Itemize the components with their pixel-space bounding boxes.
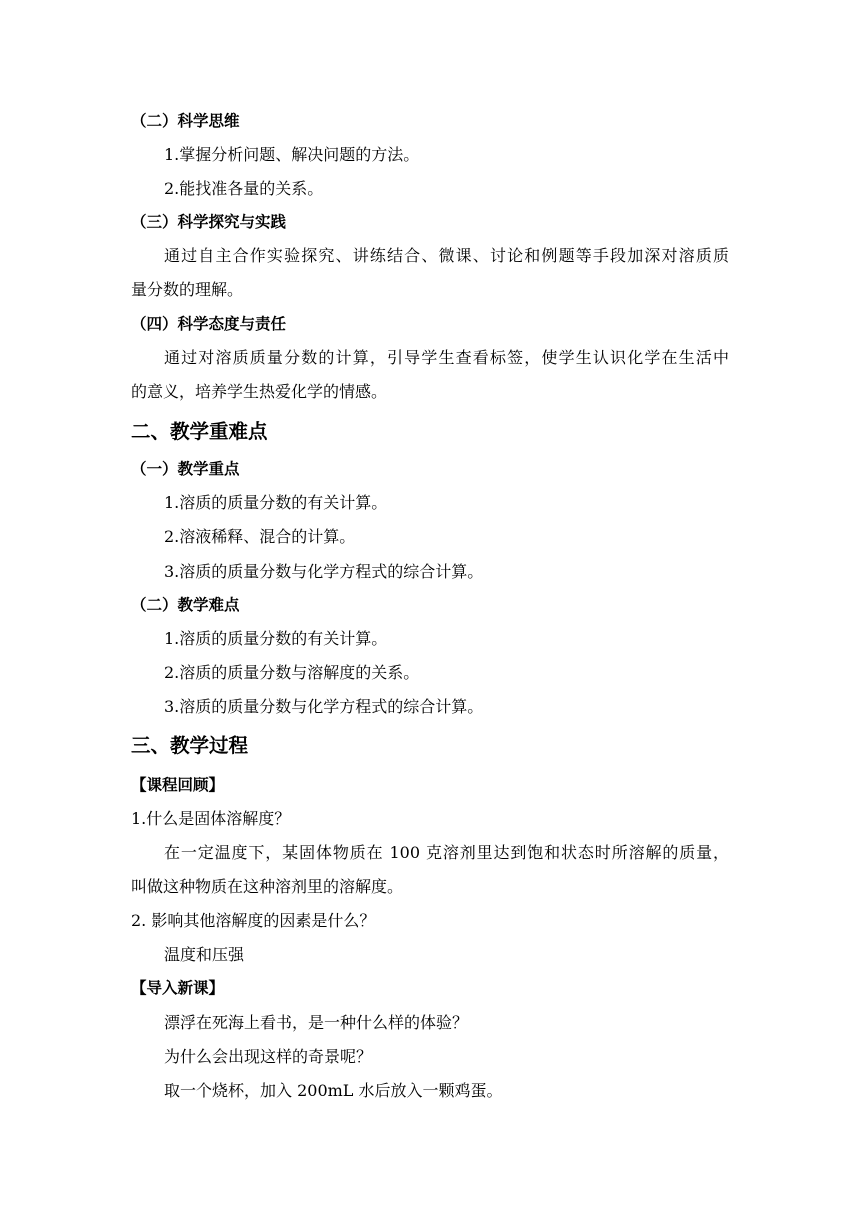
intro-line-2: 为什么会出现这样的奇景呢？ [164,1047,373,1066]
intro-line-1: 漂浮在死海上看书，是一种什么样的体验？ [164,1013,469,1032]
review-question-2: 2. 影响其他溶解度的因素是什么？ [131,911,376,930]
review-answer-2: 温度和压强 [164,945,245,964]
heading-scientific-thinking: （二）科学思维 [131,112,240,130]
intro-line-3: 取一个烧杯，加入 200mL 水后放入一颗鸡蛋。 [164,1081,503,1100]
key-point-item-3: 3.溶质的质量分数与化学方程式的综合计算。 [164,562,484,581]
review-question-1: 1.什么是固体溶解度？ [131,809,291,828]
thinking-item-1: 1.掌握分析问题、解决问题的方法。 [164,145,420,164]
attitude-paragraph-line-1: 通过对溶质质量分数的计算，引导学生查看标签，使学生认识化学在生活中 [164,348,729,367]
heading-key-difficult-points: 二、教学重难点 [131,420,268,443]
review-answer-1-line-1: 在一定温度下，某固体物质在 100 克溶剂里达到饱和状态时所溶解的质量， [164,843,729,862]
key-point-item-1: 1.溶质的质量分数的有关计算。 [164,493,388,512]
difficult-point-item-2: 2.溶质的质量分数与溶解度的关系。 [164,663,420,682]
heading-teaching-process: 三、教学过程 [131,734,249,757]
difficult-point-item-1: 1.溶质的质量分数的有关计算。 [164,629,388,648]
review-answer-1-line-2: 叫做这种物质在这种溶剂里的溶解度。 [131,877,404,896]
key-point-item-2: 2.溶液稀释、混合的计算。 [164,527,356,546]
heading-scientific-attitude: （四）科学态度与责任 [131,315,287,333]
heading-new-lesson-intro: 【导入新课】 [131,979,225,997]
difficult-point-item-3: 3.溶质的质量分数与化学方程式的综合计算。 [164,697,484,716]
heading-scientific-inquiry: （三）科学探究与实践 [131,213,287,231]
inquiry-paragraph-line-1: 通过自主合作实验探究、讲练结合、微课、讨论和例题等手段加深对溶质质 [164,246,729,265]
thinking-item-2: 2.能找准各量的关系。 [164,179,324,198]
heading-difficult-points: （二）教学难点 [131,596,240,614]
heading-key-points: （一）教学重点 [131,460,240,478]
inquiry-paragraph-line-2: 量分数的理解。 [131,280,244,299]
attitude-paragraph-line-2: 的意义，培养学生热爱化学的情感。 [131,382,388,401]
heading-course-review: 【课程回顾】 [131,776,225,794]
